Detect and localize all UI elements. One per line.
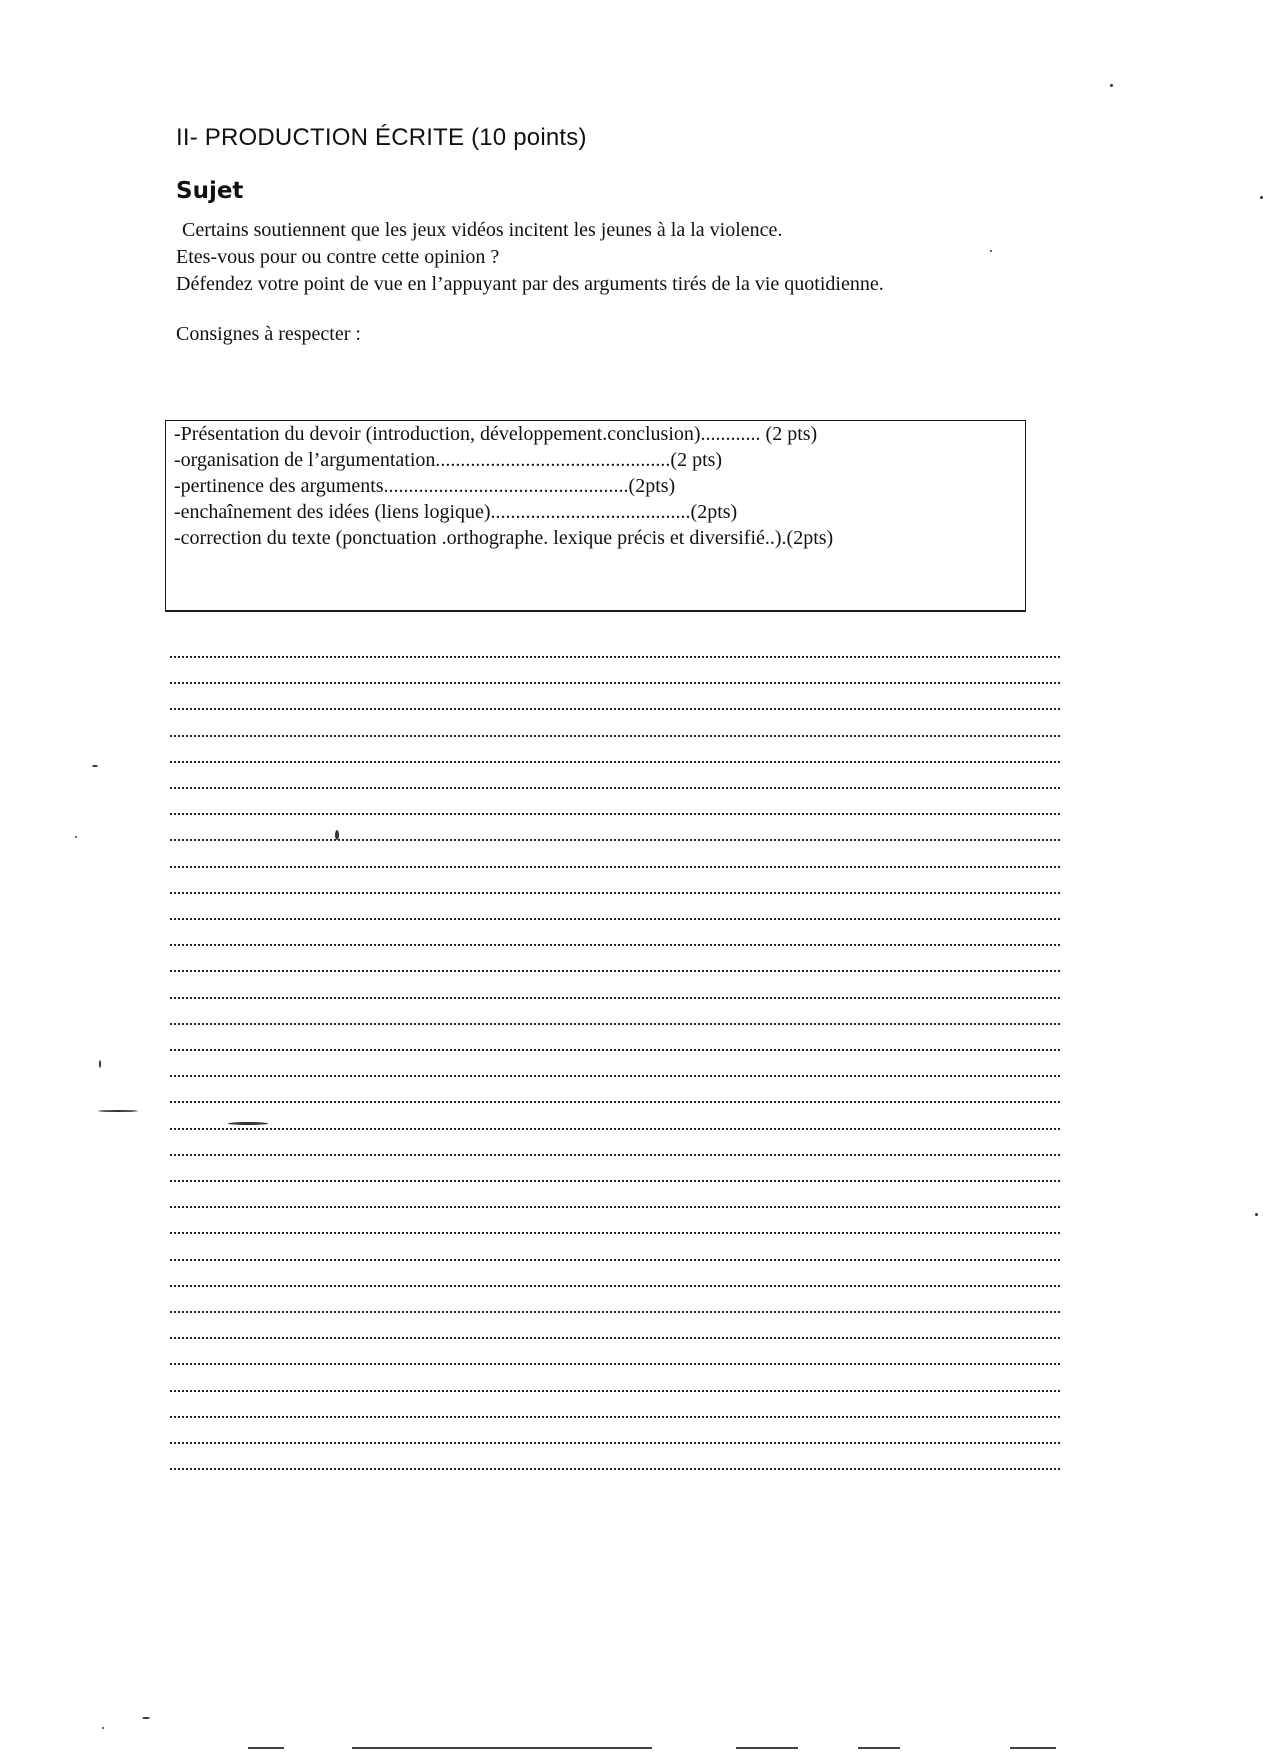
answer-line[interactable] [170,892,1060,894]
answer-line[interactable] [170,813,1060,815]
answer-line[interactable] [170,1468,1060,1470]
criteria-item: -enchaînement des idées (liens logique)........................................(2pts) [174,501,738,523]
answer-line[interactable] [170,1101,1060,1103]
criteria-item: -Présentation du devoir (introduction, développement.conclusion)............ (2 pts) [174,423,818,445]
answer-line[interactable] [170,866,1060,868]
criteria-item: -correction du texte (ponctuation .orthographe. lexique précis et diversifié..).(2pts) [174,527,834,549]
scan-speck [228,1122,268,1125]
answer-line[interactable] [170,839,1060,841]
prompt-line: Etes-vous pour ou contre cette opinion ? [176,246,500,268]
scan-speck [990,250,992,252]
scan-speck [1260,196,1263,199]
answer-line[interactable] [170,1337,1060,1339]
answer-line[interactable] [170,1285,1060,1287]
subject-label: Sujet [176,178,244,204]
answer-line[interactable] [170,944,1060,946]
answer-line[interactable] [170,1206,1060,1208]
answer-line[interactable] [170,1075,1060,1077]
answer-line[interactable] [170,735,1060,737]
answer-line[interactable] [170,761,1060,763]
scan-speck [1110,84,1113,87]
prompt-line: Défendez votre point de vue en l’appuyant par des arguments tirés de la vie quotidienne. [176,273,884,295]
scan-speck [99,1060,101,1068]
scan-edge-mark [352,1747,652,1749]
scan-speck [335,830,339,840]
answer-line[interactable] [170,1154,1060,1156]
grading-criteria-list [174,421,833,551]
answer-line[interactable] [170,787,1060,789]
answer-line[interactable] [170,1390,1060,1392]
prompt-line: Certains soutiennent que les jeux vidéos incitent les jeunes à la la violence. [182,219,783,241]
grading-criteria-box [165,420,1026,612]
answer-line[interactable] [170,1128,1060,1130]
scan-speck [1255,1213,1258,1216]
answer-line[interactable] [170,1442,1060,1444]
answer-line[interactable] [170,1363,1060,1365]
scan-speck [75,836,77,838]
answer-line[interactable] [170,997,1060,999]
answer-line[interactable] [170,1023,1060,1025]
answer-line[interactable] [170,970,1060,972]
scan-speck [142,1717,150,1719]
answer-line[interactable] [170,1232,1060,1234]
section-title: II- PRODUCTION ÉCRITE (10 points) [176,124,587,151]
scan-speck [92,765,98,767]
instructions-label: Consignes à respecter : [176,323,361,345]
scan-speck [102,1727,104,1729]
answer-line[interactable] [170,1259,1060,1261]
subject-prompt [176,217,1076,298]
answer-line[interactable] [170,1311,1060,1313]
scan-edge-mark [736,1747,798,1749]
scan-edge-mark [248,1747,284,1749]
criteria-item: -pertinence des arguments.................................................(2pts) [174,475,676,497]
criteria-item: -organisation de l’argumentation...............................................(2 pts) [174,449,723,471]
answer-line[interactable] [170,682,1060,684]
answer-line[interactable] [170,1416,1060,1418]
answer-line[interactable] [170,1049,1060,1051]
answer-line[interactable] [170,1180,1060,1182]
scan-edge-mark [858,1747,900,1749]
answer-line[interactable] [170,708,1060,710]
scan-speck [98,1110,138,1112]
answer-line[interactable] [170,656,1060,658]
scan-edge-mark [1010,1747,1056,1749]
answer-line[interactable] [170,918,1060,920]
